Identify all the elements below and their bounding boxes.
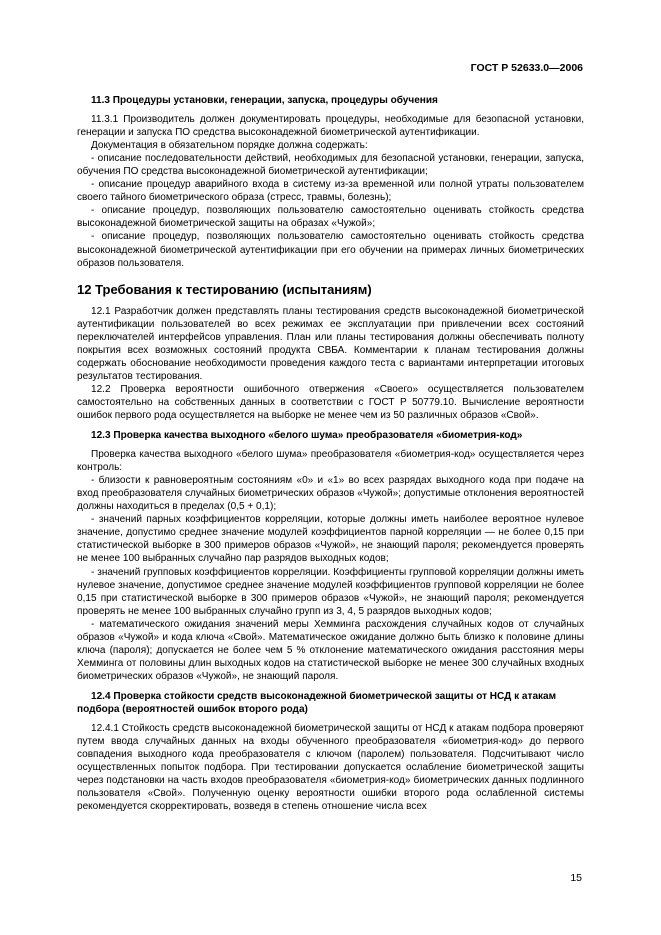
paragraph: - математического ожидания значений меры Хемминга расхождения случайных кодов от случайных образов «Чужой» и кода ключа «Свой». Математическое ожидание должно быть близко к половине длины ключа (пароля); допускается не более чем 5 % отклонение математического ожидания расстояния меры Хемминга от половины длин выходных кодов на статистической выборке не менее 300 случайных входных биометрических образов «Чужой», не знающий пароля. xyxy=(77,618,584,682)
page-number: 15 xyxy=(570,872,582,884)
paragraph: 12.2 Проверка вероятности ошибочного отвержения «Своего» осуществляется пользователем самостоятельно на собственных данных в соответствии с ГОСТ Р 50779.10. Вычисление вероятности ошибок первого рода осуществляется на выборке не менее чем из 50 различных образов «Свой». xyxy=(77,383,584,421)
paragraph: - близости к равновероятным состояниям «0» и «1» во всех разрядах выходного кода при подаче на вход преобразователя случайных биометрических образов «Чужой»; допустимые отклонения вероятностей должны находиться в пределах (0,5 + 0,1); xyxy=(77,475,584,513)
subsection-heading: 12.3 Проверка качества выходного «белого шума» преобразователя «биометрия-код» xyxy=(91,430,523,442)
section-heading: 12 Требования к тестированию (испытаниям) xyxy=(77,281,372,297)
paragraph: - описание процедур, позволяющих пользователю самостоятельно оценивать стойкость средства высоконадежной биометрической аутентификации при его обучении на примерах личных биометрических образов пользователя. xyxy=(77,231,584,269)
paragraph: Проверка качества выходного «белого шума» преобразователя «биометрия-код» осуществляется через контроль: xyxy=(77,449,584,474)
paragraph: 11.3.1 Производитель должен документировать процедуры, необходимые для безопасной установки, генерации и запуска ПО средства высоконадежной биометрической аутентификации. xyxy=(77,114,584,139)
subsection-heading: 11.3 Процедуры установки, генерации, запуска, процедуры обучения xyxy=(91,95,438,106)
paragraph: 12.4.1 Стойкость средств высоконадежной биометрической защиты от НСД к атакам подбора проверяют путем ввода случайных данных на входы обученного преобразователя «биометрия-код» до первого совпадения выходного кода преобразователя с ключом (паролем) пользователя. Подсчитывают число осуществленных попыток подбора. При тестировании допускается ослабление биометрической защиты через подстановки на часть входов преобразователя «биометрия-код» биометрических данных подлинного пользователя «Свой». Полученную оценку вероятности ошибки второго рода ослабленной системы рекомендуется скорректировать, возведя в степень отношение числа всех xyxy=(77,723,584,813)
document-body xyxy=(77,94,584,813)
paragraph: 12.1 Разработчик должен представлять планы тестирования средств высоконадежной биометрической аутентификации пользователей во всех режимах ее эксплуатации при привлечении всех состояний переключателей интерфейсов управления. План или планы тестирования должны обеспечивать полноту покрытия всех возможных состояний продукта СВБА. Комментарии к планам тестирования должны содержать обоснование необходимости проведения каждого теста с вариантами интерпретации итоговых результатов тестирования. xyxy=(77,305,584,382)
paragraph: Документация в обязательном порядке должна содержать: xyxy=(91,140,368,152)
paragraph: - описание последовательности действий, необходимых для безопасной установки, генерации, запуска, обучения ПО средства высоконадежной биометрической аутентификации; xyxy=(77,153,584,178)
subsection-heading: 12.4 Проверка стойкости средств высоконадежной биометрической защиты от НСД к атакам подбора (вероятностей ошибок второго рода) xyxy=(77,690,557,715)
paragraph: - описание процедур, позволяющих пользователю самостоятельно оценивать стойкость средства высоконадежной биометрической защиты на образах «Чужой»; xyxy=(77,205,584,230)
document-code-header: ГОСТ Р 52633.0—2006 xyxy=(470,62,583,74)
paragraph: - значений парных коэффициентов корреляции, которые должны иметь наиболее вероятное нулевое значение, допустимо среднее значение модулей коэффициентов парной корреляции — не более 0,15 при статистической выборке в 300 примеров образов «Чужой», не знающий пароля; рекомендуется проверять не менее 100 выбранных случайно пар разрядов выходных кодов; xyxy=(77,514,584,565)
paragraph: - описание процедур аварийного входа в систему из-за временной или полной утраты пользователем своего тайного биометрического образа (стресс, травмы, болезнь); xyxy=(77,179,584,204)
paragraph: - значений групповых коэффициентов корреляции. Коэффициенты групповой корреляции должны иметь нулевое значение, допустимое среднее значение модулей коэффициентов групповой корреляции не более 0,15 при статистической выборке в 300 примеров образов «Чужой», не знающий пароля; рекомендуется проверять не менее 100 выбранных случайно групп из 3, 4, 5 разрядов выходных кодов; xyxy=(77,566,584,617)
